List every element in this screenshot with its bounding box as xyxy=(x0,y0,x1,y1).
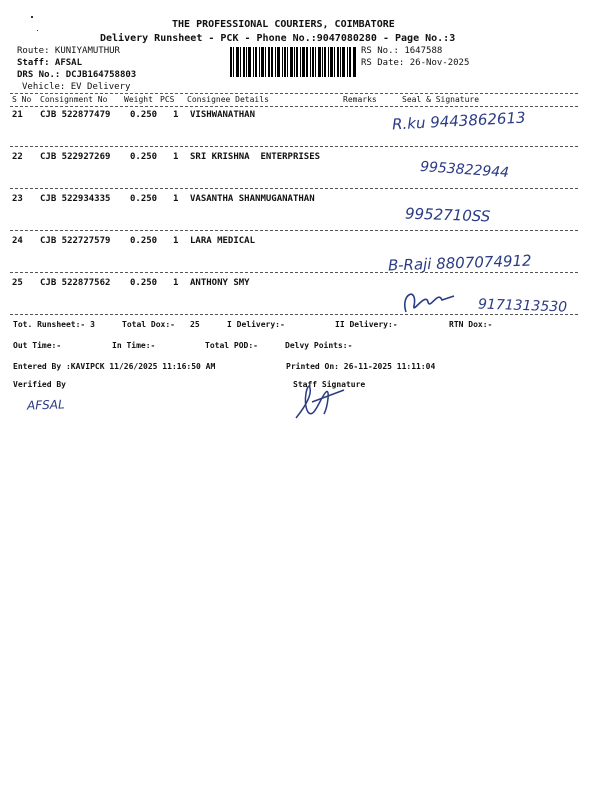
col-header-seal: Seal & Signature xyxy=(402,95,480,104)
col-header-consignment: Consignment No xyxy=(40,95,108,104)
ii-delivery: II Delivery:- xyxy=(335,320,398,329)
row-divider xyxy=(10,230,578,231)
row-weight: 0.250 xyxy=(130,278,158,288)
row-pcs: 1 xyxy=(173,194,179,204)
rs-date: RS Date: 26-Nov-2025 xyxy=(361,58,470,68)
drs-number: DRS No.: DCJB164758803 xyxy=(17,70,137,80)
staff-label: Staff: AFSAL xyxy=(17,58,83,68)
verifier-handwritten-sign: AFSAL xyxy=(26,397,65,413)
entered-by: Entered By :KAVIPCK 11/26/2025 11:16:50 AM xyxy=(13,362,216,371)
handwritten-signature: B-Raji 8807074912 xyxy=(387,251,532,275)
row-consignment: CJB 522727579 xyxy=(40,236,111,246)
row-divider xyxy=(10,314,578,315)
row-consignee: LARA MEDICAL xyxy=(190,236,256,246)
row-weight: 0.250 xyxy=(130,194,158,204)
row-consignee: SRI KRISHNA ENTERPRISES xyxy=(190,152,321,162)
row-weight: 0.250 xyxy=(130,110,158,120)
row-sno: 23 xyxy=(12,194,23,204)
delvy-points: Delvy Points:- xyxy=(285,341,353,350)
staff-signature-scribble xyxy=(290,378,350,424)
in-time: In Time:- xyxy=(112,341,156,350)
handwritten-signature: 9953822944 xyxy=(419,158,510,182)
row-pcs: 1 xyxy=(173,152,179,162)
rs-number: RS No.: 1647588 xyxy=(361,46,443,56)
rtn-dox: RTN Dox:- xyxy=(449,320,493,329)
col-header-pcs: PCS xyxy=(160,95,175,104)
row-pcs: 1 xyxy=(173,278,179,288)
row-sno: 25 xyxy=(12,278,23,288)
row-divider xyxy=(10,188,578,189)
total-dox-value: 25 xyxy=(190,320,200,329)
barcode-image xyxy=(230,47,356,77)
out-time: Out Time:- xyxy=(13,341,62,350)
scan-speck xyxy=(37,30,38,31)
staff-signature-label: Staff Signature xyxy=(293,380,366,389)
col-header-remarks: Remarks xyxy=(343,95,377,104)
row-consignee: ANTHONY SMY xyxy=(190,278,250,288)
header-bottom-rule xyxy=(10,106,578,107)
row-sno: 24 xyxy=(12,236,23,246)
header-top-rule xyxy=(10,93,578,94)
row-divider xyxy=(10,272,578,273)
verified-by-label: Verified By xyxy=(13,380,66,389)
total-pod: Total POD:- xyxy=(205,341,258,350)
row-sno: 21 xyxy=(12,110,23,120)
signature-scribble xyxy=(398,284,458,316)
i-delivery: I Delivery:- xyxy=(227,320,285,329)
row-consignee: VASANTHA SHANMUGANATHAN xyxy=(190,194,315,204)
runsheet-subtitle: Delivery Runsheet - PCK - Phone No.:9047080280 - Page No.:3 xyxy=(100,33,456,44)
vehicle-label: Vehicle: EV Delivery xyxy=(22,82,131,92)
handwritten-signature: 9952710SS xyxy=(404,204,491,226)
row-consignment: CJB 522934335 xyxy=(40,194,111,204)
printed-on: Printed On: 26-11-2025 11:11:04 xyxy=(286,362,436,371)
col-header-sno: S No xyxy=(12,95,32,104)
handwritten-signature: R.ku 9443862613 xyxy=(391,108,526,134)
col-header-consignee: Consignee Details xyxy=(187,95,269,104)
row-pcs: 1 xyxy=(173,236,179,246)
row-consignment: CJB 522877479 xyxy=(40,110,111,120)
tot-runsheet: Tot. Runsheet:- 3 xyxy=(13,320,95,329)
row-divider xyxy=(10,146,578,147)
row-consignment: CJB 522877562 xyxy=(40,278,111,288)
total-dox-label: Total Dox:- xyxy=(122,320,175,329)
col-header-weight: Weight xyxy=(124,95,153,104)
row-consignee: VISHWANATHAN xyxy=(190,110,256,120)
route-label: Route: KUNIYAMUTHUR xyxy=(17,46,120,56)
row-sno: 22 xyxy=(12,152,23,162)
row-weight: 0.250 xyxy=(130,236,158,246)
row-weight: 0.250 xyxy=(130,152,158,162)
handwritten-signature: 9171313530 xyxy=(477,296,568,316)
scan-speck xyxy=(31,16,33,18)
row-pcs: 1 xyxy=(173,110,179,120)
row-consignment: CJB 522927269 xyxy=(40,152,111,162)
company-name: THE PROFESSIONAL COURIERS, COIMBATORE xyxy=(172,19,395,30)
